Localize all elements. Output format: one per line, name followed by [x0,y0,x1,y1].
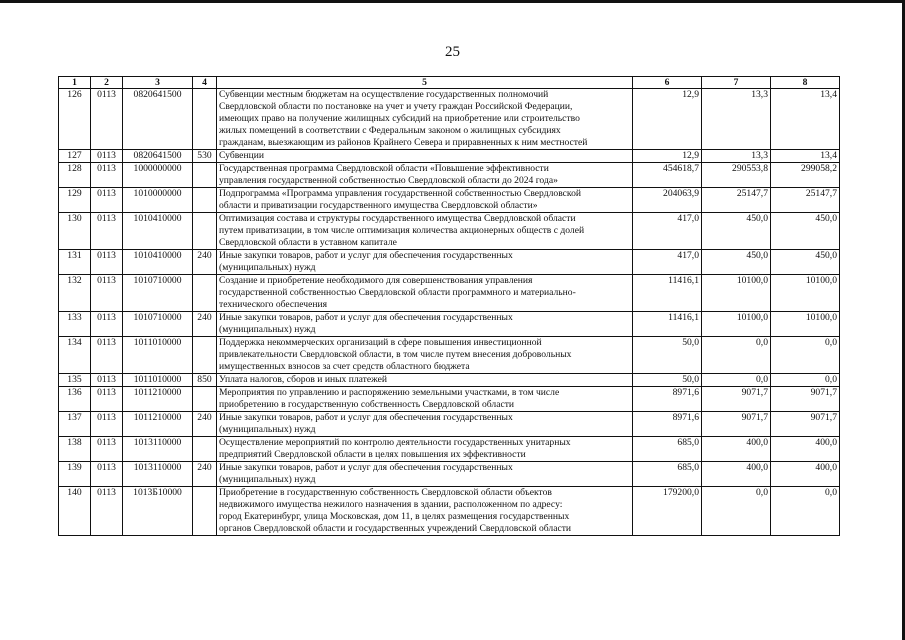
amount-col-8: 299058,2 [771,163,840,188]
amount-col-6: 204063,9 [633,188,702,213]
description-line: Субвенции местным бюджетам на осуществление государственных полномочий [219,89,549,100]
amount-col-8: 10100,0 [771,312,840,337]
table-row [59,387,840,412]
table-row [59,487,840,536]
description-line: области и приватизации государственного имущества Свердловской области» [219,200,538,211]
description-line: Иные закупки товаров, работ и услуг для обеспечения государственных [219,312,513,323]
amount-col-6: 50,0 [633,337,702,374]
description-line: (муниципальных) нужд [219,474,316,485]
expense-type-code: 240 [193,412,217,437]
description-line: Иные закупки товаров, работ и услуг для обеспечения государственных [219,462,513,473]
description-line: Поддержка некоммерческих организаций в сфере повышения инвестиционной [219,337,542,348]
row-number: 126 [59,89,91,150]
section-code: 0113 [91,387,123,412]
description-line: органов Свердловской области и государственных учреждений Свердловской области [219,523,572,534]
description-line: Осуществление мероприятий по контролю деятельности государственных унитарных [219,437,571,448]
item-description [217,374,633,387]
target-article-code: 1010410000 [123,250,193,275]
item-description [217,337,633,374]
row-number: 130 [59,213,91,250]
table-row [59,188,840,213]
target-article-code: 1010710000 [123,312,193,337]
target-article-code: 0820641500 [123,89,193,150]
section-code: 0113 [91,412,123,437]
section-code: 0113 [91,163,123,188]
amount-col-7: 450,0 [702,250,771,275]
description-line: Иные закупки товаров, работ и услуг для обеспечения государственных [219,412,513,423]
description-line: привлекательности Свердловской области, в том числе путем внесения добровольных [219,349,572,360]
description-line: предприятий Свердловской области в целях повышения их эффективности [219,449,526,460]
section-code: 0113 [91,374,123,387]
target-article-code: 1011010000 [123,374,193,387]
description-line: (муниципальных) нужд [219,262,316,273]
amount-col-6: 12,9 [633,150,702,163]
amount-col-6: 417,0 [633,213,702,250]
amount-col-7: 400,0 [702,437,771,462]
row-number: 137 [59,412,91,437]
section-code: 0113 [91,188,123,213]
column-header: 3 [123,77,193,89]
section-code: 0113 [91,275,123,312]
amount-col-7: 10100,0 [702,275,771,312]
table-row [59,374,840,387]
description-line: Иные закупки товаров, работ и услуг для обеспечения государственных [219,250,513,261]
column-header: 5 [217,77,633,89]
item-description [217,412,633,437]
amount-col-8: 400,0 [771,462,840,487]
description-line: Мероприятия по управлению и распоряжению земельными участками, в том числе [219,387,560,398]
description-line: путем приватизации, в том числе оптимизация количества акционерных обществ с долей [219,225,585,236]
amount-col-7: 0,0 [702,487,771,536]
item-description [217,163,633,188]
column-header: 4 [193,77,217,89]
expense-type-code [193,163,217,188]
section-code: 0113 [91,487,123,536]
row-number: 129 [59,188,91,213]
target-article-code: 1013Б10000 [123,487,193,536]
amount-col-7: 13,3 [702,150,771,163]
description-line: Уплата налогов, сборов и иных платежей [219,374,388,385]
item-description [217,188,633,213]
expense-type-code: 530 [193,150,217,163]
column-header: 2 [91,77,123,89]
target-article-code: 1010710000 [123,275,193,312]
expense-type-code: 850 [193,374,217,387]
section-code: 0113 [91,250,123,275]
item-description [217,150,633,163]
amount-col-7: 290553,8 [702,163,771,188]
description-line: жилых помещений в соответствии с Федеральным законом о жилищных субсидиях [219,125,561,136]
amount-col-8: 9071,7 [771,387,840,412]
description-line: (муниципальных) нужд [219,324,316,335]
target-article-code: 1011210000 [123,412,193,437]
section-code: 0113 [91,89,123,150]
table-row [59,337,840,374]
amount-col-6: 11416,1 [633,312,702,337]
table-row [59,89,840,150]
expense-type-code [193,89,217,150]
amount-col-7: 0,0 [702,374,771,387]
table-row [59,213,840,250]
amount-col-8: 450,0 [771,213,840,250]
expense-type-code [193,337,217,374]
table-row [59,275,840,312]
column-header: 1 [59,77,91,89]
amount-col-6: 685,0 [633,462,702,487]
amount-col-7: 25147,7 [702,188,771,213]
amount-col-8: 400,0 [771,437,840,462]
row-number: 131 [59,250,91,275]
row-number: 139 [59,462,91,487]
description-line: Свердловской области в уставном капитале [219,237,397,248]
table-row [59,437,840,462]
amount-col-6: 8971,6 [633,387,702,412]
amount-col-8: 0,0 [771,337,840,374]
expense-type-code [193,188,217,213]
row-number: 135 [59,374,91,387]
table-body [59,89,840,536]
expense-type-code: 240 [193,312,217,337]
section-code: 0113 [91,213,123,250]
column-header: 7 [702,77,771,89]
amount-col-8: 450,0 [771,250,840,275]
row-number: 134 [59,337,91,374]
amount-col-7: 450,0 [702,213,771,250]
amount-col-7: 10100,0 [702,312,771,337]
table-row [59,412,840,437]
amount-col-8: 25147,7 [771,188,840,213]
amount-col-7: 13,3 [702,89,771,150]
target-article-code: 1011010000 [123,337,193,374]
description-line: Государственная программа Свердловской области «Повышение эффективности [219,163,549,174]
amount-col-6: 179200,0 [633,487,702,536]
expense-type-code [193,213,217,250]
table-row [59,163,840,188]
amount-col-8: 0,0 [771,374,840,387]
description-line: недвижимого имущества нежилого назначения в здании, расположенном по адресу: [219,499,563,510]
page-number: 25 [445,44,460,60]
amount-col-6: 685,0 [633,437,702,462]
description-line: приобретению в государственную собственность Свердловской области [219,399,515,410]
table-row [59,312,840,337]
row-number: 132 [59,275,91,312]
table-row [59,250,840,275]
table-row [59,150,840,163]
item-description [217,213,633,250]
description-line: город Екатеринбург, улица Московская, дом 11, в целях размещения государственных [219,511,570,522]
description-line: Приобретение в государственную собственность Свердловской области объектов [219,487,552,498]
amount-col-8: 13,4 [771,89,840,150]
description-line: (муниципальных) нужд [219,424,316,435]
row-number: 128 [59,163,91,188]
item-description [217,437,633,462]
target-article-code: 1013110000 [123,462,193,487]
section-code: 0113 [91,337,123,374]
expense-type-code: 240 [193,250,217,275]
row-number: 127 [59,150,91,163]
amount-col-8: 0,0 [771,487,840,536]
description-line: гражданам, выезжающим из районов Крайнего Севера и приравненных к ним местностей [219,137,588,148]
row-number: 138 [59,437,91,462]
item-description [217,250,633,275]
item-description [217,312,633,337]
section-code: 0113 [91,437,123,462]
column-header: 8 [771,77,840,89]
description-line: имущественных взносов за счет средств областного бюджета [219,361,470,372]
item-description [217,387,633,412]
description-line: государственной собственностью Свердловской области программного и материально- [219,287,576,298]
amount-col-6: 11416,1 [633,275,702,312]
amount-col-6: 50,0 [633,374,702,387]
target-article-code: 1010000000 [123,188,193,213]
column-header: 6 [633,77,702,89]
item-description [217,462,633,487]
row-number: 133 [59,312,91,337]
target-article-code: 1010410000 [123,213,193,250]
target-article-code: 1000000000 [123,163,193,188]
expense-type-code [193,487,217,536]
description-line: Оптимизация состава и структуры государственного имущества Свердловской области [219,213,576,224]
row-number: 140 [59,487,91,536]
section-code: 0113 [91,462,123,487]
description-line: Свердловской области по постановке на учет и учету граждан Российской Федерации, [219,101,573,112]
amount-col-7: 9071,7 [702,412,771,437]
amount-col-6: 12,9 [633,89,702,150]
table-row [59,462,840,487]
item-description [217,275,633,312]
budget-table [58,76,840,536]
amount-col-6: 8971,6 [633,412,702,437]
column-header-row [59,77,840,89]
description-line: управления государственной собственностью Свердловской области до 2024 года» [219,175,558,186]
expense-type-code: 240 [193,462,217,487]
amount-col-7: 9071,7 [702,387,771,412]
page-frame-top [0,0,905,3]
amount-col-6: 417,0 [633,250,702,275]
amount-col-8: 9071,7 [771,412,840,437]
target-article-code: 0820641500 [123,150,193,163]
expense-type-code [193,437,217,462]
amount-col-8: 13,4 [771,150,840,163]
row-number: 136 [59,387,91,412]
description-line: имеющих право на получение жилищных субсидий на приобретение или строительство [219,113,580,124]
amount-col-7: 400,0 [702,462,771,487]
description-line: Создание и приобретение необходимого для совершенствования управления [219,275,533,286]
description-line: технического обеспечения [219,299,328,310]
amount-col-7: 0,0 [702,337,771,374]
section-code: 0113 [91,312,123,337]
item-description [217,89,633,150]
item-description [217,487,633,536]
amount-col-8: 10100,0 [771,275,840,312]
description-line: Субвенции [219,150,264,161]
section-code: 0113 [91,150,123,163]
target-article-code: 1011210000 [123,387,193,412]
description-line: Подпрограмма «Программа управления государственной собственностью Свердловской [219,188,582,199]
expense-type-code [193,387,217,412]
amount-col-6: 454618,7 [633,163,702,188]
target-article-code: 1013110000 [123,437,193,462]
expense-type-code [193,275,217,312]
